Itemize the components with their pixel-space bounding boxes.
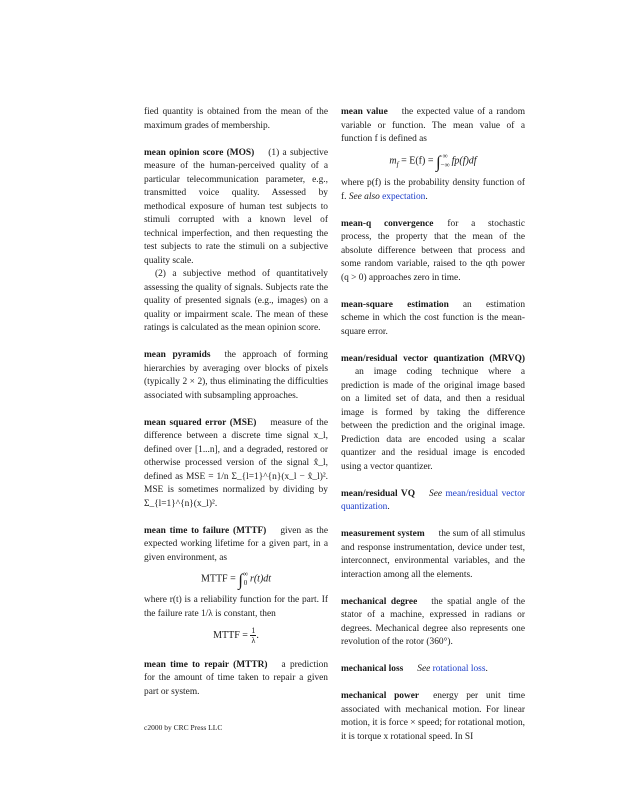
entry-term: mean-square estimation: [341, 299, 449, 310]
entry-mean-q-convergence: [341, 218, 525, 286]
entry-definition: where p(f) is the probability density function of f.: [341, 178, 525, 202]
entry-definition: energy per unit time associated with mechanical motion. For linear motion, it is force × speed; for rotational motion, it is torque x rotational speed. In SI: [341, 691, 525, 742]
see-label: See: [429, 488, 443, 499]
entry-definition: a prediction for the amount of time taken to repair a given part or system.: [144, 659, 329, 697]
entry-term: mean time to failure (MTTF): [144, 525, 267, 536]
times-symbol: ×: [189, 377, 195, 387]
integral-sign-icon: ∫: [238, 570, 243, 590]
continuation-text: fied quantity is obtained from the mean of the maximum grades of membership.: [144, 107, 328, 131]
entry-definition: for a stochastic process, the property that the mean of the absolute difference between that process and some random variable, raised to the qth power (q > 0) approaches zero in time.: [341, 218, 525, 283]
see-label: See: [417, 664, 431, 675]
entry-mechanical-loss: mechanical loss See rotational loss.: [341, 664, 488, 675]
entry-mechanical-degree: [341, 596, 525, 650]
entry-term: measurement system: [341, 529, 425, 540]
entry-term: mechanical degree: [341, 596, 418, 607]
entry-term: mechanical loss: [341, 664, 404, 675]
copyright-footer: c2000 by CRC Press LLC: [144, 723, 223, 732]
entry-term: mean/residual vector quantization (MRVQ): [341, 353, 525, 364]
entry-definition: the sum of all stimulus and response instrumentation, device under test, interconnect, environmental variables, and the interaction among all the elements.: [341, 529, 525, 580]
entry-mean-squared-error: [144, 417, 328, 512]
entry-definition: an estimation scheme in which the cost function is the mean-square error.: [341, 299, 526, 337]
integral-sign-icon: ∫: [435, 151, 441, 171]
entry-definition: the spatial angle of the stator of a machine, expressed in radians or degrees. Mechanical degree also represents one revolution of the rotor (360°).: [341, 596, 525, 648]
entry-definition: where r(t) is a reliability function for the part. If the failure rate 1/λ is constant, then: [144, 595, 328, 619]
entry-term: mean value: [341, 107, 388, 117]
entry-mean-value: mean value the expected value of a random variable or function. The mean value of a function f is defined as $m_f = E(f)$ = ∫ ∞ −∞ fp(f)df where p(f) is the probability density function of f. See also expectation.: [341, 107, 525, 202]
entry-measurement-system: [341, 528, 525, 582]
entry-definition: 2), thus eliminating the difficulties associated with subsampling approaches.: [144, 377, 328, 401]
link-mean-residual-vector-quantization[interactable]: mean/residual vector quantization: [341, 488, 526, 513]
link-expectation[interactable]: expectation: [382, 191, 426, 202]
entry-definition: (1) a subjective measure of the human-perceived quality of a particular telecommunication parameter, e.g., transmitted voice quality. Assessed by methodical exposure of human test subjects to stimuli corrupted with a known level of technical imperfection, and then requesting the test subjects to rate the stimuli on a subjective quality scale.: [144, 147, 328, 266]
right-column: [341, 106, 525, 758]
entry-definition: (2) a subjective method of quantitatively assessing the quality of signals. Subjects rate the quality of presented signals (e.g., images) on a quality or impairment scale. The mean of these ratings is calculated as the mean opinion score.: [144, 269, 328, 333]
entry-definition: given as the expected working lifetime for a given part, in a given environment, as: [144, 525, 329, 563]
entry-mechanical-power: [341, 690, 525, 744]
entry-term: mean/residual VQ: [341, 488, 415, 499]
entry-mean-residual-vq: [341, 353, 525, 475]
entry-mean-square-estimation: [341, 299, 525, 340]
entry-term: mean-q convergence: [341, 218, 434, 229]
mttf-constant-rate-equation: MTTF = $\frac{1}{\lambda}$ .: [213, 626, 259, 645]
entry-definition: an image coding technique where a prediction is made of the original image based on a limited set of data, and then a residual image is formed by taking the difference between the prediction and the original image. Prediction data are encoded using a scalar quantizer and the residual image is encoded using a vector quantizer.: [341, 367, 525, 472]
entry-term: mean time to repair (MTTR): [144, 659, 268, 670]
entry-mean-opinion-score: [144, 147, 328, 336]
mean-value-equation: $m_f = E(f)$ = ∫ ∞ −∞ fp(f)df: [389, 151, 477, 171]
left-column: [144, 106, 328, 713]
mttf-integral-equation: MTTF = ∫ ∞ 0 r(t)dt: [200, 570, 272, 590]
entry-mean-pyramids: [144, 349, 328, 403]
entry-definition: the expected value of a random variable or function. The mean value of a function f is defined as: [341, 107, 525, 144]
entry-definition: the approach of forming hierarchies by averaging over blocks of pixels (typically 2: [144, 350, 328, 387]
entry-term: mechanical power: [341, 691, 420, 702]
entry-mean-time-to-repair: [144, 659, 328, 700]
entry-term: mean opinion score (MOS): [144, 147, 255, 158]
entry-mean-residual-vq-short: mean/residual VQ See mean/residual vector quantization.: [341, 488, 526, 513]
entry-term: mean pyramids: [144, 350, 211, 360]
link-rotational-loss[interactable]: rotational loss: [432, 664, 486, 675]
entry-term: mean squared error (MSE): [144, 417, 257, 428]
entry-mean-time-to-failure: [144, 525, 328, 646]
see-also-label: See also: [348, 191, 380, 202]
entry-definition: measure of the difference between a discrete time signal x_l, defined over [1...n], and a degraded, restored or otherwise processed version of the signal x̂_l, defined as MSE = 1/n Σ_{l=1}^{n}(x_l − x̂_l)². MSE is sometimes normalized by dividing by Σ_{l=1}^{n}(x_l)².: [144, 417, 328, 509]
